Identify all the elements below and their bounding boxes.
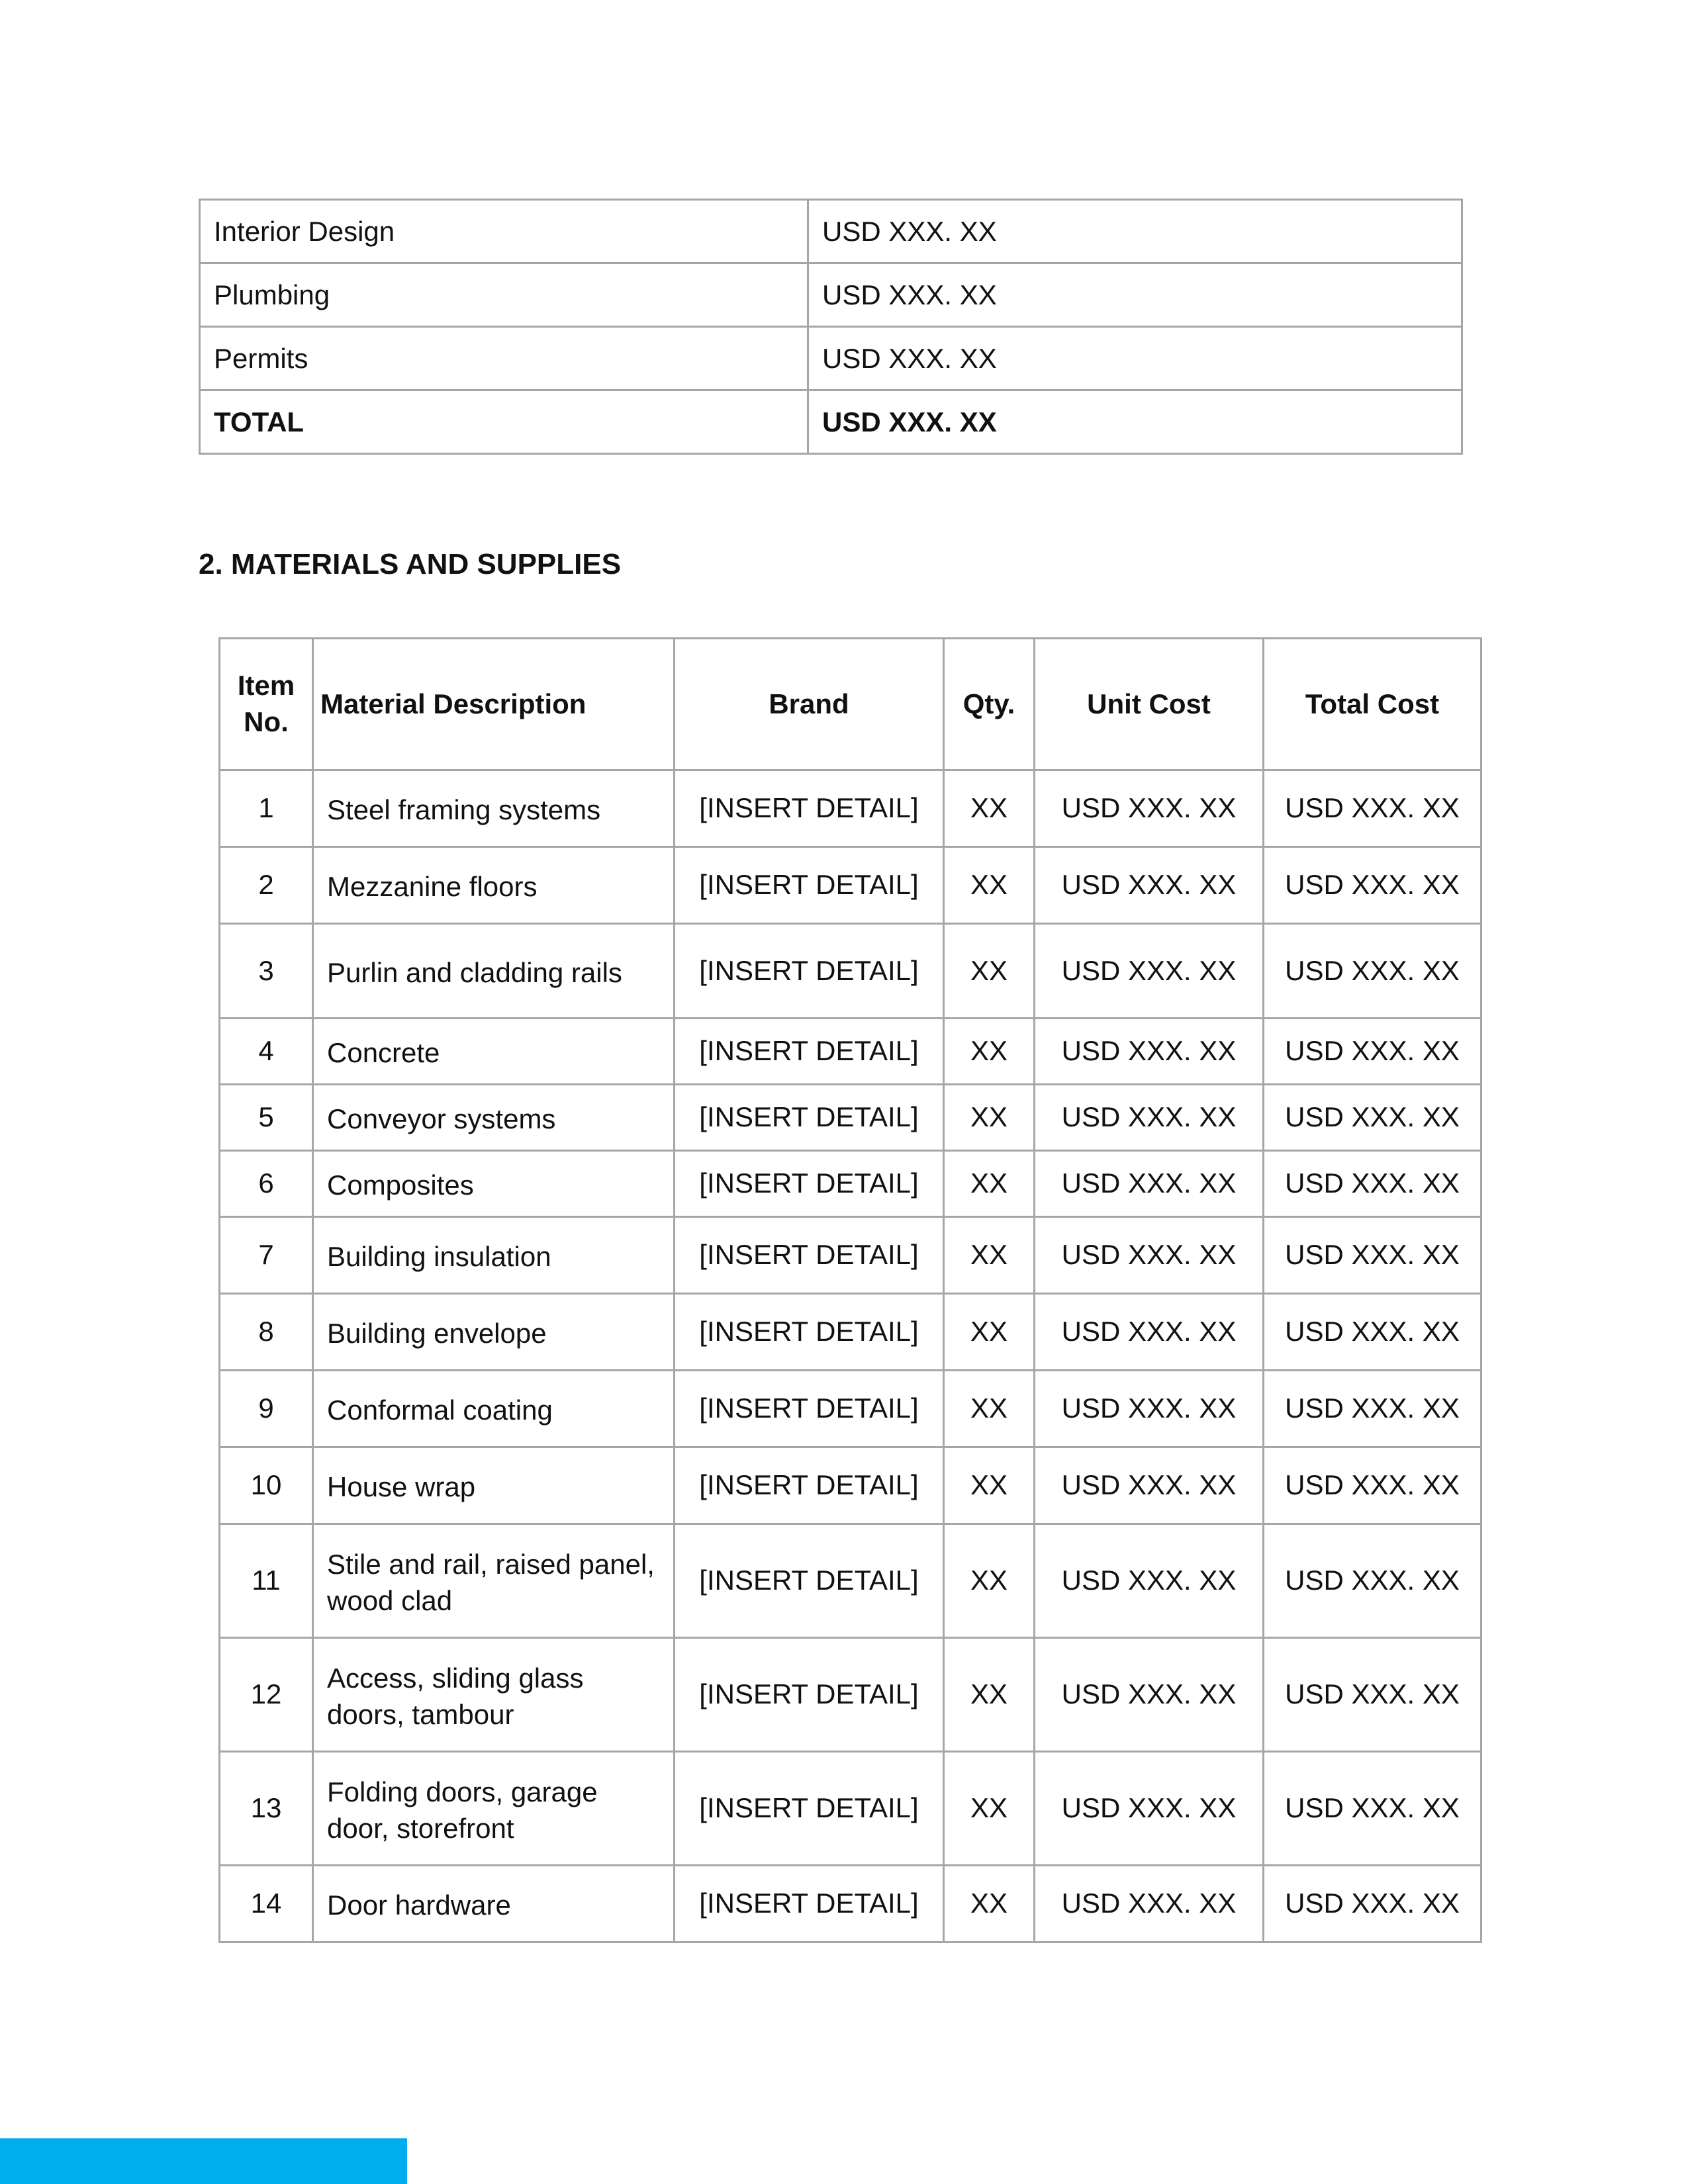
- table-header-row: [220, 639, 1481, 770]
- unit-cost-cell: USD XXX. XX: [1035, 1638, 1264, 1752]
- qty-cell: XX: [944, 1019, 1035, 1085]
- brand-cell: [INSERT DETAIL]: [675, 1866, 944, 1942]
- table-row: [220, 1294, 1481, 1371]
- material-description: [313, 1866, 675, 1942]
- material-description-text: Conformal coating: [327, 1394, 553, 1426]
- brand-cell: [INSERT DETAIL]: [675, 770, 944, 847]
- table-row: [220, 1638, 1481, 1752]
- material-description: [313, 847, 675, 924]
- item-number: 3: [220, 924, 313, 1019]
- item-number: 5: [220, 1085, 313, 1151]
- unit-cost-cell: USD XXX. XX: [1035, 1524, 1264, 1638]
- material-description: [313, 1638, 675, 1752]
- total-cost-cell: USD XXX. XX: [1264, 1019, 1481, 1085]
- material-description: [313, 1752, 675, 1866]
- summary-value: USD XXX. XX: [808, 327, 1462, 390]
- brand-cell: [INSERT DETAIL]: [675, 1524, 944, 1638]
- total-cost-cell: USD XXX. XX: [1264, 1866, 1481, 1942]
- brand-cell: [INSERT DETAIL]: [675, 1019, 944, 1085]
- unit-cost-cell: USD XXX. XX: [1035, 1151, 1264, 1217]
- unit-cost-cell: USD XXX. XX: [1035, 1294, 1264, 1371]
- brand-cell: [INSERT DETAIL]: [675, 847, 944, 924]
- material-description-text: Concrete: [327, 1037, 440, 1069]
- unit-cost-cell: USD XXX. XX: [1035, 1217, 1264, 1294]
- item-number: 11: [220, 1524, 313, 1638]
- table-row: [220, 1217, 1481, 1294]
- material-description: [313, 1217, 675, 1294]
- total-cost-cell: USD XXX. XX: [1264, 1447, 1481, 1524]
- material-description-text: Access, sliding glass doors, tambour: [327, 1662, 584, 1730]
- table-row: [220, 770, 1481, 847]
- material-description-text: Building envelope: [327, 1318, 547, 1349]
- brand-cell: [INSERT DETAIL]: [675, 1638, 944, 1752]
- item-number: 1: [220, 770, 313, 847]
- item-number: 9: [220, 1371, 313, 1447]
- brand-cell: [INSERT DETAIL]: [675, 1371, 944, 1447]
- table-row: [200, 200, 1462, 263]
- unit-cost-cell: USD XXX. XX: [1035, 1371, 1264, 1447]
- brand-cell: [INSERT DETAIL]: [675, 924, 944, 1019]
- qty-cell: XX: [944, 1524, 1035, 1638]
- qty-cell: XX: [944, 847, 1035, 924]
- total-cost-cell: USD XXX. XX: [1264, 770, 1481, 847]
- qty-cell: XX: [944, 924, 1035, 1019]
- table-row: [220, 847, 1481, 924]
- brand-cell: [INSERT DETAIL]: [675, 1447, 944, 1524]
- qty-cell: XX: [944, 770, 1035, 847]
- material-description-text: Folding doors, garage door, storefront: [327, 1776, 598, 1844]
- material-description: [313, 1447, 675, 1524]
- materials-body: [220, 770, 1481, 1942]
- item-number: 8: [220, 1294, 313, 1371]
- total-cost-cell: USD XXX. XX: [1264, 1085, 1481, 1151]
- total-row: [200, 390, 1462, 454]
- item-number: 7: [220, 1217, 313, 1294]
- item-number: 12: [220, 1638, 313, 1752]
- material-description: [313, 1019, 675, 1085]
- table-row: [220, 1019, 1481, 1085]
- summary-label: Interior Design: [200, 200, 808, 263]
- material-description-text: Composites: [327, 1169, 474, 1201]
- total-cost-cell: USD XXX. XX: [1264, 1371, 1481, 1447]
- brand-cell: [INSERT DETAIL]: [675, 1752, 944, 1866]
- material-description: [313, 1371, 675, 1447]
- item-number: 2: [220, 847, 313, 924]
- qty-cell: XX: [944, 1371, 1035, 1447]
- unit-cost-cell: USD XXX. XX: [1035, 847, 1264, 924]
- item-number: 4: [220, 1019, 313, 1085]
- brand-cell: [INSERT DETAIL]: [675, 1294, 944, 1371]
- total-cost-cell: USD XXX. XX: [1264, 924, 1481, 1019]
- material-description: [313, 1524, 675, 1638]
- summary-value: USD XXX. XX: [808, 200, 1462, 263]
- header-qty: Qty.: [944, 639, 1035, 770]
- unit-cost-cell: USD XXX. XX: [1035, 1447, 1264, 1524]
- header-item-no: Item No.: [220, 639, 313, 770]
- footer-accent-bar: [0, 2138, 407, 2184]
- brand-cell: [INSERT DETAIL]: [675, 1151, 944, 1217]
- material-description: [313, 1294, 675, 1371]
- material-description-text: House wrap: [327, 1471, 476, 1503]
- table-row: [220, 1524, 1481, 1638]
- item-number: 10: [220, 1447, 313, 1524]
- header-total-cost: Total Cost: [1264, 639, 1481, 770]
- item-number: 13: [220, 1752, 313, 1866]
- header-brand: Brand: [675, 639, 944, 770]
- summary-value: USD XXX. XX: [808, 263, 1462, 327]
- header-unit-cost: Unit Cost: [1035, 639, 1264, 770]
- total-cost-cell: USD XXX. XX: [1264, 1638, 1481, 1752]
- table-row: [220, 1447, 1481, 1524]
- total-value: USD XXX. XX: [808, 390, 1462, 454]
- material-description-text: Mezzanine floors: [327, 871, 538, 903]
- total-cost-cell: USD XXX. XX: [1264, 1151, 1481, 1217]
- table-row: [220, 1085, 1481, 1151]
- item-number: 6: [220, 1151, 313, 1217]
- table-row: [220, 1371, 1481, 1447]
- brand-cell: [INSERT DETAIL]: [675, 1217, 944, 1294]
- summary-label: Permits: [200, 327, 808, 390]
- qty-cell: XX: [944, 1638, 1035, 1752]
- materials-table: [218, 637, 1482, 1943]
- qty-cell: XX: [944, 1752, 1035, 1866]
- material-description-text: Door hardware: [327, 1889, 511, 1921]
- material-description: [313, 770, 675, 847]
- total-cost-cell: USD XXX. XX: [1264, 1217, 1481, 1294]
- total-cost-cell: USD XXX. XX: [1264, 1524, 1481, 1638]
- qty-cell: XX: [944, 1447, 1035, 1524]
- unit-cost-cell: USD XXX. XX: [1035, 1752, 1264, 1866]
- material-description-text: Building insulation: [327, 1241, 551, 1273]
- qty-cell: XX: [944, 1217, 1035, 1294]
- table-row: [200, 327, 1462, 390]
- total-cost-cell: USD XXX. XX: [1264, 1294, 1481, 1371]
- material-description: [313, 1151, 675, 1217]
- material-description-text: Steel framing systems: [327, 794, 601, 826]
- section-heading: 2. MATERIALS AND SUPPLIES: [199, 548, 622, 580]
- qty-cell: XX: [944, 1294, 1035, 1371]
- table-row: [200, 263, 1462, 327]
- material-description-text: Conveyor systems: [327, 1103, 556, 1135]
- qty-cell: XX: [944, 1085, 1035, 1151]
- unit-cost-cell: USD XXX. XX: [1035, 770, 1264, 847]
- unit-cost-cell: USD XXX. XX: [1035, 1085, 1264, 1151]
- unit-cost-cell: USD XXX. XX: [1035, 924, 1264, 1019]
- item-number: 14: [220, 1866, 313, 1942]
- material-description: [313, 924, 675, 1019]
- total-cost-cell: USD XXX. XX: [1264, 1752, 1481, 1866]
- table-row: [220, 1151, 1481, 1217]
- material-description-text: Purlin and cladding rails: [327, 956, 622, 988]
- material-description: [313, 1085, 675, 1151]
- header-material-description: Material Description: [313, 639, 675, 770]
- table-row: [220, 1752, 1481, 1866]
- total-cost-cell: USD XXX. XX: [1264, 847, 1481, 924]
- unit-cost-cell: USD XXX. XX: [1035, 1019, 1264, 1085]
- qty-cell: XX: [944, 1866, 1035, 1942]
- qty-cell: XX: [944, 1151, 1035, 1217]
- material-description-text: Stile and rail, raised panel, wood clad: [327, 1548, 655, 1616]
- total-label: TOTAL: [200, 390, 808, 454]
- table-row: [220, 1866, 1481, 1942]
- cost-summary-table: [199, 199, 1463, 455]
- table-row: [220, 924, 1481, 1019]
- unit-cost-cell: USD XXX. XX: [1035, 1866, 1264, 1942]
- summary-label: Plumbing: [200, 263, 808, 327]
- brand-cell: [INSERT DETAIL]: [675, 1085, 944, 1151]
